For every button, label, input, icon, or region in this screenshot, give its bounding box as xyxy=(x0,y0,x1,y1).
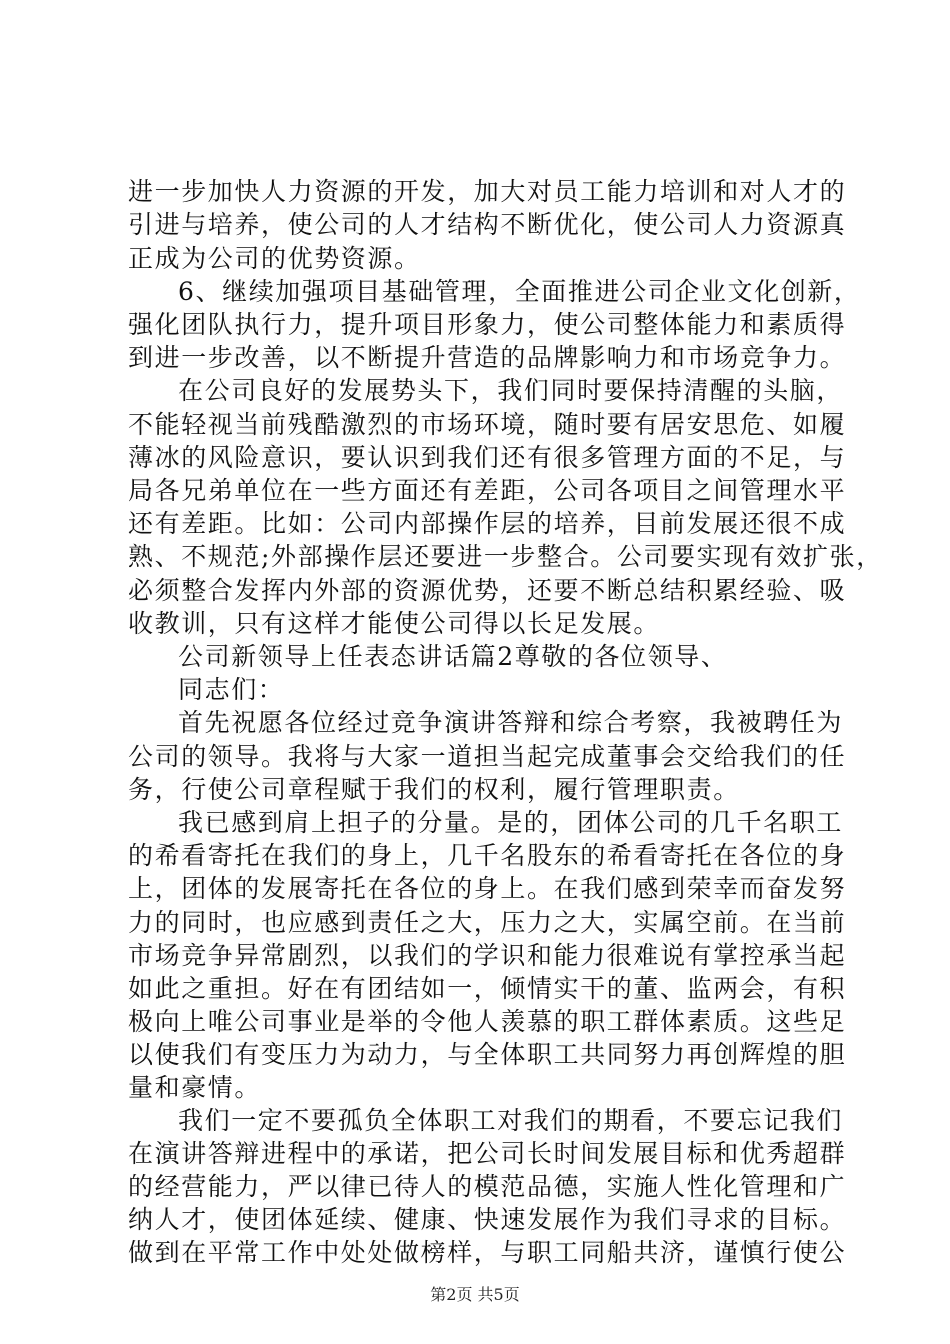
text-line: 做到在平常工作中处处做榜样，与职工同船共济，谨慎行使公 xyxy=(128,1238,847,1267)
text-line: 的经营能力，严以律已待人的模范品德，实施人性化管理和广 xyxy=(128,1172,847,1201)
text-line: 正成为公司的优势资源。 xyxy=(128,244,421,273)
text-line: 纳人才，使团体延续、健康、快速发展作为我们寻求的目标。 xyxy=(128,1205,847,1234)
text-line: 在公司良好的发展势头下，我们同时要保持清醒的头脑， xyxy=(178,376,844,405)
text-line: 强化团队执行力，提升项目形象力，使公司整体能力和素质得 xyxy=(128,310,847,339)
text-line: 极向上唯公司事业是举的令他人羡慕的职工群体素质。这些足 xyxy=(128,1007,847,1036)
text-line: 收教训，只有这样才能使公司得以长足发展。 xyxy=(128,609,661,638)
text-line: 量和豪情。 xyxy=(128,1073,262,1102)
text-line: 引进与培养，使公司的人才结构不断优化，使公司人力资源真 xyxy=(128,210,847,239)
text-line: 局各兄弟单位在一些方面还有差距，公司各项目之间管理水平 xyxy=(128,476,847,505)
text-line: 6、继续加强项目基础管理，全面推进公司企业文化创新， xyxy=(178,277,861,306)
text-line: 必须整合发挥内外部的资源优势，还要不断总结积累经验、吸 xyxy=(128,576,847,605)
text-line: 力的同时，也应感到责任之大，压力之大，实属空前。在当前 xyxy=(128,908,847,937)
page-number: 第2页 共5页 xyxy=(430,1285,520,1304)
text-line: 在演讲答辩进程中的承诺，把公司长时间发展目标和优秀超群 xyxy=(128,1139,847,1168)
text-line: 务，行使公司章程赋于我们的权利，履行管理职责。 xyxy=(128,775,740,804)
text-line: 公司的领导。我将与大家一道担当起完成董事会交给我们的任 xyxy=(128,742,847,771)
text-line: 以使我们有变压力为动力，与全体职工共同努力再创辉煌的胆 xyxy=(128,1040,847,1069)
text-line: 进一步加快人力资源的开发，加大对员工能力培训和对人才的 xyxy=(128,177,847,206)
text-line: 如此之重担。好在有团结如一，倾情实干的董、监两会，有积 xyxy=(128,974,847,1003)
text-line: 上，团体的发展寄托在各位的身上。在我们感到荣幸而奋发努 xyxy=(128,874,847,903)
text-line: 的希看寄托在我们的身上，几千名股东的希看寄托在各位的身 xyxy=(128,841,847,870)
text-line: 市场竞争异常剧烈，以我们的学识和能力很难说有掌控承当起 xyxy=(128,941,847,970)
text-line: 熟、不规范;外部操作层还要进一步整合。公司要实现有效扩张， xyxy=(128,542,883,571)
text-line: 首先祝愿各位经过竞争演讲答辩和综合考察，我被聘任为 xyxy=(178,708,844,737)
text-line: 我们一定不要孤负全体职工对我们的期看，不要忘记我们 xyxy=(178,1106,844,1135)
text-line: 我已感到肩上担子的分量。是的，团体公司的几千名职工 xyxy=(178,808,844,837)
text-line: 还有差距。比如：公司内部操作层的培养，目前发展还很不成 xyxy=(128,509,847,538)
text-line: 不能轻视当前残酷激烈的市场环境，随时要有居安思危、如履 xyxy=(128,410,847,439)
text-line: 到进一步改善，以不断提升营造的品牌影响力和市场竞争力。 xyxy=(128,343,847,372)
text-line: 薄冰的风险意识，要认识到我们还有很多管理方面的不足，与 xyxy=(128,443,847,472)
section-heading: 公司新领导上任表态讲话篇2尊敬的各位领导、 xyxy=(178,642,728,671)
salutation: 同志们： xyxy=(178,675,285,704)
